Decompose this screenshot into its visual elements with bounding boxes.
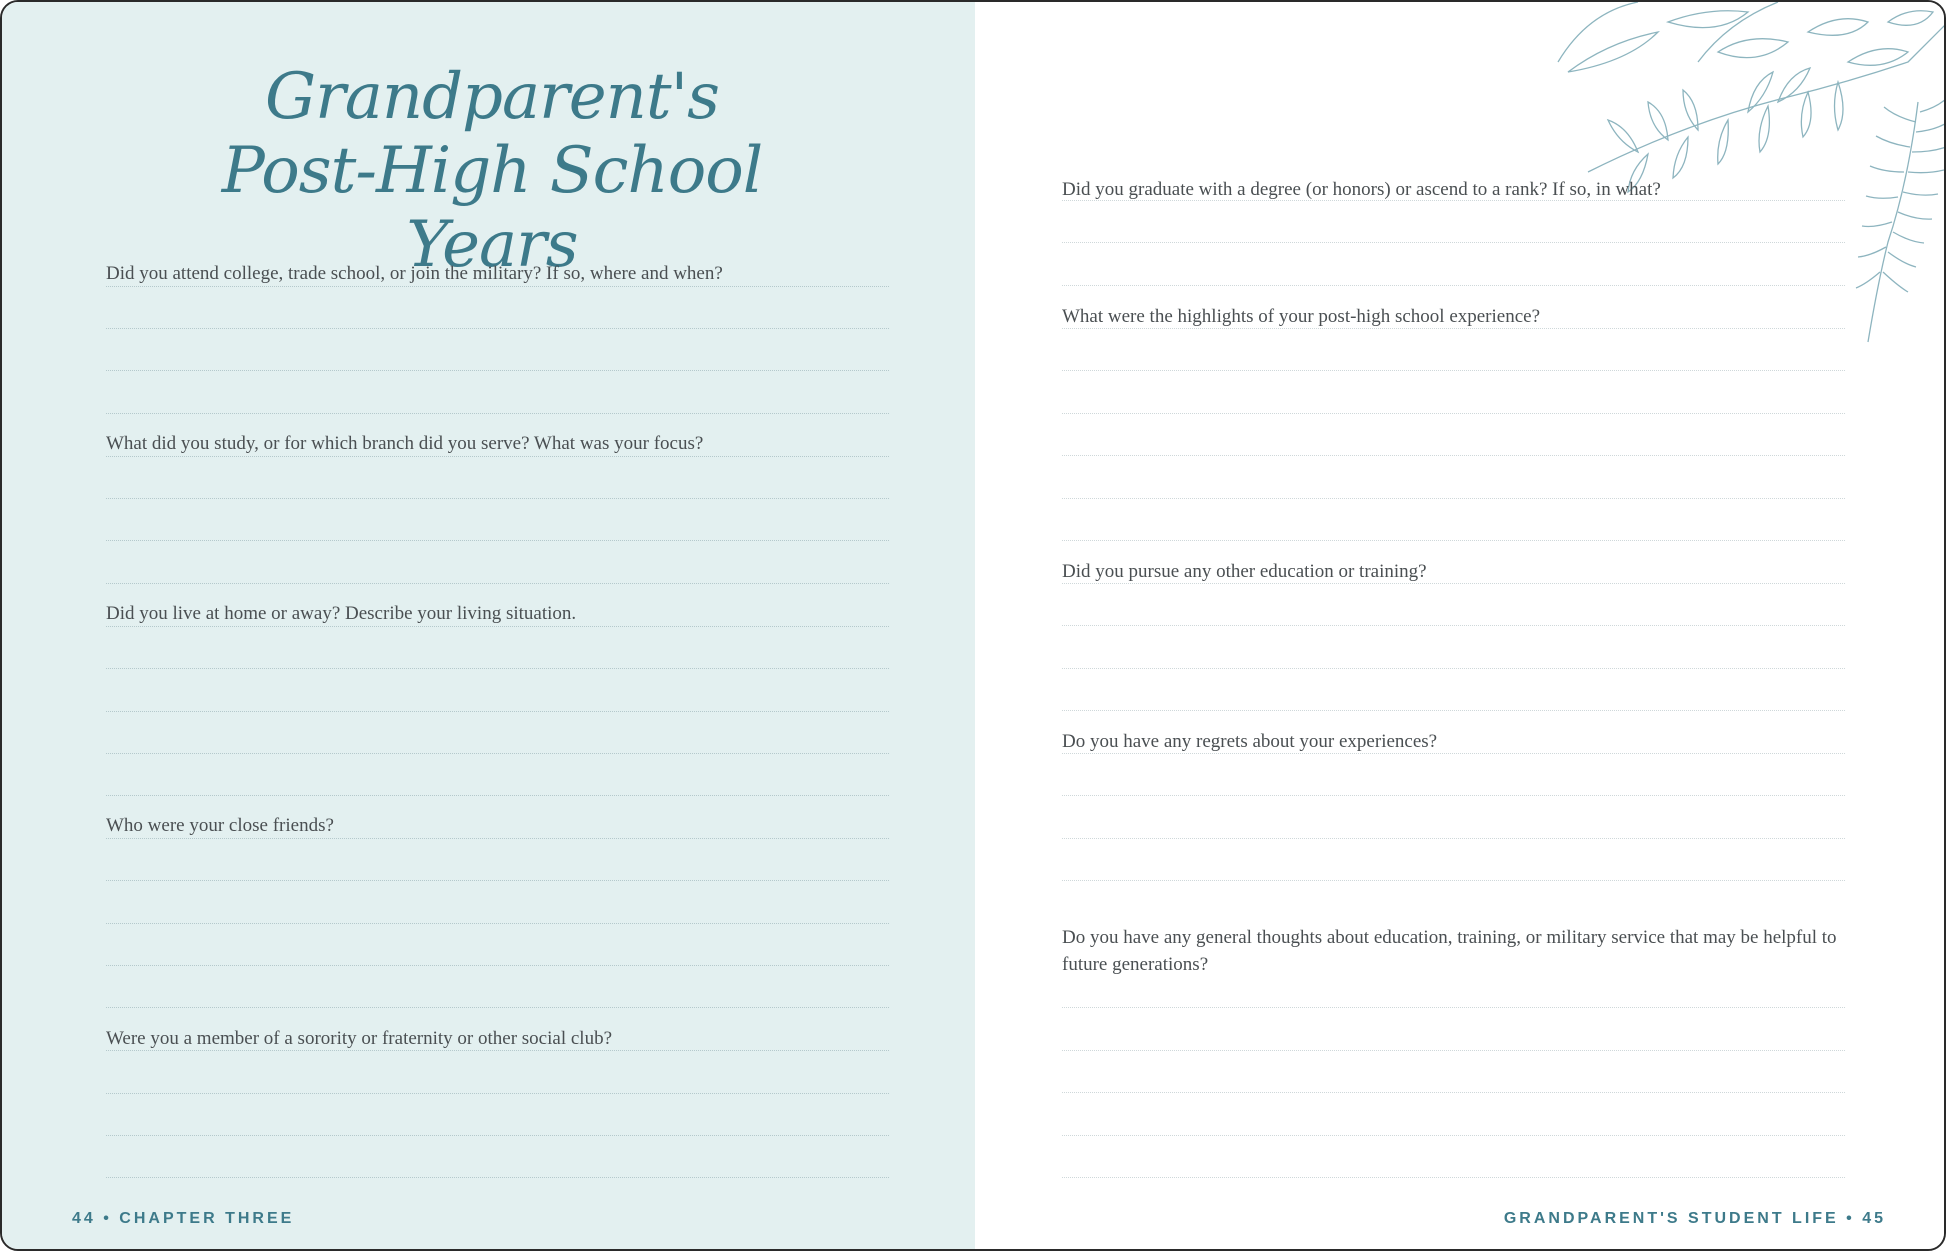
title-line-2: Post-High School Years [221,134,763,282]
question-living-situation: Did you live at home or away? Describe your living situation. [106,603,577,624]
answer-line[interactable] [106,583,889,584]
answer-line[interactable] [1062,413,1845,414]
answer-line[interactable] [106,328,889,329]
answer-line[interactable] [106,498,889,499]
answer-line[interactable] [1062,1050,1845,1051]
answer-line[interactable] [106,626,889,627]
answer-line[interactable] [1062,625,1845,626]
question-attend-college: Did you attend college, trade school, or join the military? If so, where and when? [106,263,723,284]
answer-line[interactable] [1062,1135,1845,1136]
answer-line[interactable] [1062,1092,1845,1093]
answer-line[interactable] [106,1093,889,1094]
footer-left: 44 • CHAPTER THREE [72,1210,295,1227]
answer-line[interactable] [106,413,889,414]
answer-line[interactable] [106,540,889,541]
answer-line[interactable] [1062,753,1845,754]
question-social-club: Were you a member of a sorority or fraternity or other social club? [106,1028,612,1049]
question-regrets: Do you have any regrets about your experiences? [1062,731,1438,752]
page-title [152,60,832,282]
answer-line[interactable] [1062,498,1845,499]
question-highlights: What were the highlights of your post-high school experience? [1062,306,1541,327]
answer-line[interactable] [1062,795,1845,796]
answer-line[interactable] [1062,838,1845,839]
answer-line[interactable] [1062,370,1845,371]
answer-line[interactable] [1062,540,1845,541]
answer-line[interactable] [1062,328,1845,329]
footer-right: GRANDPARENT'S STUDENT LIFE • 45 [1503,1210,1886,1227]
answer-line[interactable] [106,1007,889,1008]
answer-line[interactable] [1062,1177,1845,1178]
answer-line[interactable] [1062,710,1845,711]
answer-line[interactable] [106,1177,889,1178]
answer-line[interactable] [1062,242,1845,243]
answer-line[interactable] [1062,668,1845,669]
answer-line[interactable] [1062,880,1845,881]
answer-line[interactable] [106,1050,889,1051]
right-page [975,2,1946,1251]
left-page [2,2,975,1251]
answer-line[interactable] [106,880,889,881]
question-graduate-degree: Did you graduate with a degree (or honors) or ascend to a rank? If so, in what? [1062,179,1661,200]
answer-line[interactable] [106,711,889,712]
answer-line[interactable] [106,370,889,371]
answer-line[interactable] [106,668,889,669]
answer-line[interactable] [1062,285,1845,286]
title-line-1: Grandparent's [264,60,720,134]
answer-line[interactable] [106,795,889,796]
question-study-focus: What did you study, or for which branch did you serve? What was your focus? [106,433,704,454]
answer-line[interactable] [1062,1007,1845,1008]
question-close-friends: Who were your close friends? [106,815,334,836]
answer-line[interactable] [106,286,889,287]
answer-line[interactable] [106,456,889,457]
answer-line[interactable] [106,923,889,924]
answer-line[interactable] [106,753,889,754]
answer-line[interactable] [106,965,889,966]
question-other-education: Did you pursue any other education or training? [1062,561,1427,582]
question-general-thoughts: Do you have any general thoughts about education, training, or military service that may be helpful to future generations? [1062,927,1837,975]
answer-line[interactable] [106,838,889,839]
answer-line[interactable] [1062,455,1845,456]
answer-line[interactable] [106,1135,889,1136]
answer-line[interactable] [1062,200,1845,201]
answer-line[interactable] [1062,583,1845,584]
